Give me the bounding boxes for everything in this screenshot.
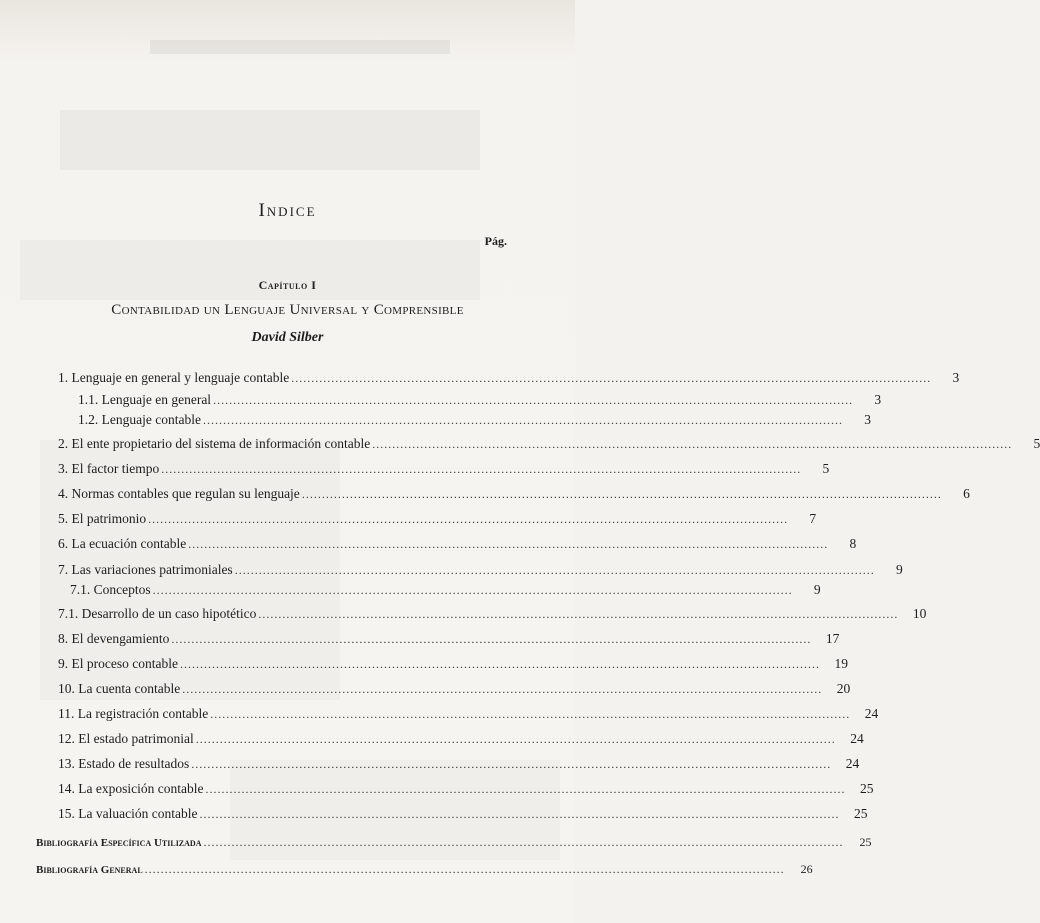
show-through-shadow [60,110,480,170]
toc-entry-page: 19 [834,656,848,671]
toc-entry[interactable] [78,392,882,412]
leader-dots: ................................................................................................................................................................ [234,563,875,577]
leader-dots: ................................................................................................................................................................ [179,657,820,671]
toc-entry[interactable] [58,656,848,676]
toc-entry[interactable] [58,562,903,582]
toc-entry-label: Bibliografía General [36,864,143,876]
toc-entry-label: 4. Normas contables que regulan su lenguaje [58,486,300,501]
toc-entry-page: 24 [845,756,860,771]
toc-entry-label: 3. El factor tiempo [58,461,160,476]
leader-dots: ................................................................................................................................................................ [171,632,812,646]
toc-entry[interactable] [58,370,960,390]
toc-entry-label: 7.1. Conceptos [70,582,151,597]
leader-dots: ................................................................................................................................................................ [195,732,836,746]
chapter-label: Capítulo I [258,278,317,292]
leader-dots: ................................................................................................................................................................ [210,707,851,721]
toc-entry-label: 6. La ecuación contable [58,536,187,551]
toc-entry-label: 1.1. Lenguaje en general [78,392,212,407]
leader-dots: ................................................................................................................................................................ [203,835,844,849]
toc-entry[interactable] [58,631,840,651]
toc-entry-label: Bibliografía Específica Utilizada [36,837,202,849]
toc-entry-page: 7 [809,511,817,526]
toc-entry-label: 7. Las variaciones patrimoniales [58,562,233,577]
leader-dots: ................................................................................................................................................................ [213,393,854,407]
toc-entry[interactable] [58,511,817,531]
toc-entry-bibliography[interactable] [36,862,813,882]
leader-dots: ................................................................................................................................................................ [148,512,789,526]
leader-dots: ................................................................................................................................................................ [205,782,846,796]
toc-entry-page: 20 [836,681,851,696]
toc-entry-page: 25 [859,835,872,849]
toc-entry[interactable] [58,681,851,701]
chapter-author: David Silber [251,330,324,345]
toc-entry-page: 10 [912,606,927,621]
toc-entry-page: 8 [849,536,857,551]
toc-entry-page: 17 [825,631,840,646]
toc-entry-page: 3 [952,370,960,385]
toc-entry-label: 10. La cuenta contable [58,681,181,696]
leader-dots: ................................................................................................................................................................ [161,462,802,476]
toc-entry-page: 9 [813,582,821,597]
toc-entry[interactable] [58,461,830,481]
leader-dots: ................................................................................................................................................................ [152,583,793,597]
toc-entry-label: 15. La valuación contable [58,806,198,821]
toc-entry-page: 3 [874,392,882,407]
leader-dots: ................................................................................................................................................................ [191,757,832,771]
toc-entry-label: 8. El devengamiento [58,631,170,646]
toc-entry-page: 24 [864,706,879,721]
toc-entry[interactable] [58,486,970,506]
toc-entry[interactable] [58,606,927,626]
toc-entry-label: 13. Estado de resultados [58,756,190,771]
index-title: Indice [258,200,317,221]
toc-entry-label: 1. Lenguaje en general y lenguaje contable [58,370,290,385]
leader-dots: ................................................................................................................................................................ [182,682,823,696]
leader-dots: ................................................................................................................................................................ [188,537,829,551]
toc-entry-page: 24 [850,731,864,746]
show-through-shadow [150,40,450,54]
toc-entry[interactable] [78,412,871,432]
toc-entry-label: 1.2. Lenguaje contable [78,412,201,427]
toc-entry-page: 25 [853,806,868,821]
toc-entry-label: 11. La registración contable [58,706,209,721]
toc-entry[interactable] [58,781,874,801]
toc-entry[interactable] [58,706,879,726]
toc-entry[interactable] [58,536,857,556]
toc-entry[interactable] [58,731,864,751]
toc-entry-page: 25 [859,781,874,796]
toc-entry[interactable] [58,806,868,826]
toc-entry-page: 9 [895,562,903,577]
toc-entry-label: 14. La exposición contable [58,781,204,796]
leader-dots: ................................................................................................................................................................ [199,807,840,821]
toc-entry[interactable] [70,582,821,602]
toc-entry-page: 6 [963,486,970,501]
toc-entry-page: 26 [800,862,813,876]
toc-entry[interactable] [58,756,860,776]
toc-entry-label: 5. El patrimonio [58,511,147,526]
page-column-header: Pág. [484,234,507,248]
toc-entry-page: 3 [864,412,871,427]
leader-dots: ................................................................................................................................................................ [144,862,785,876]
toc-entry-bibliography[interactable] [36,835,872,855]
leader-dots: ................................................................................................................................................................ [372,437,1013,451]
toc-entry-label: 9. El proceso contable [58,656,178,671]
toc-entry-label: 7.1. Desarrollo de un caso hipotético [58,606,257,621]
toc-entry[interactable] [58,436,1040,456]
leader-dots: ................................................................................................................................................................ [291,371,932,385]
toc-entry-page: 5 [1033,436,1040,451]
toc-entry-label: 2. El ente propietario del sistema de información contable [58,436,371,451]
leader-dots: ................................................................................................................................................................ [301,487,942,501]
leader-dots: ................................................................................................................................................................ [202,413,843,427]
toc-entry-page: 5 [822,461,830,476]
toc-entry-label: 12. El estado patrimonial [58,731,194,746]
chapter-title: Contabilidad un Lenguaje Universal y Comprensible [111,302,464,318]
leader-dots: ................................................................................................................................................................ [258,607,899,621]
